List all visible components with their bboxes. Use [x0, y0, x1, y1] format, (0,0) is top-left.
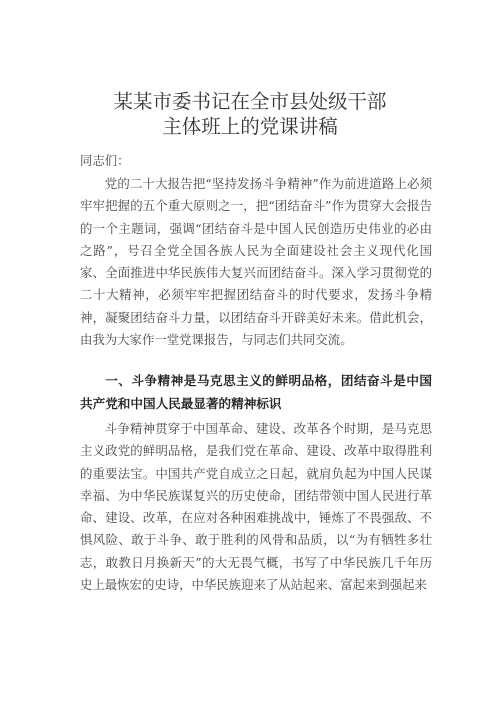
paragraph-intro: 党的二十大报告把“坚持发扬斗争精神”作为前进道路上必须牢牢把握的五个重大原则之一，把“团结奋斗”作为贯穿大会报告的一个主题词，强调“团结奋斗是中国人民创造历史伟业的必由之路”，号召全党全国各族人民为全面建设社会主义现代化国家、全面推进中华民族伟大复兴而团结奋斗。深入学习贯彻党的二十大精神，必须牢牢把握团结奋斗的时代要求，发扬斗争精神，凝聚团结奋斗力量，以团结奋斗开辟美好未来。借此机会，由我为大家作一堂党课报告，与同志们共同交流。 [80, 176, 432, 348]
paragraph-section-1: 斗争精神贯穿于中国革命、建设、改革各个时期，是马克思主义政党的鲜明品格，是我们党在革命、建设、改革中取得胜利的重要法宝。中国共产党自成立之日起，就肩负起为中国人民谋幸福、为中华民族谋复兴的历史使命，团结带领中国人民进行革命、建设、改革，在应对各种困难挑战中，锤炼了不畏强敌、不惧风险、敢于斗争、敢于胜利的风骨和品质，以“为有牺牲多壮志，敢教日月换新天”的大无畏气概，书写了中华民族几千年历史上最恢宏的史诗，中华民族迎来了从站起来、富起来到强起来 [80, 421, 432, 593]
section-heading-1: 一、斗争精神是马克思主义的鲜明品格，团结奋斗是中国共产党和中国人民最显著的精神标识 [80, 373, 432, 411]
document-title-line-1: 某某市委书记在全市县处级干部 [113, 90, 387, 113]
greeting: 同志们： [80, 153, 130, 168]
document-title-line-2: 主体班上的党课讲稿 [162, 115, 338, 138]
